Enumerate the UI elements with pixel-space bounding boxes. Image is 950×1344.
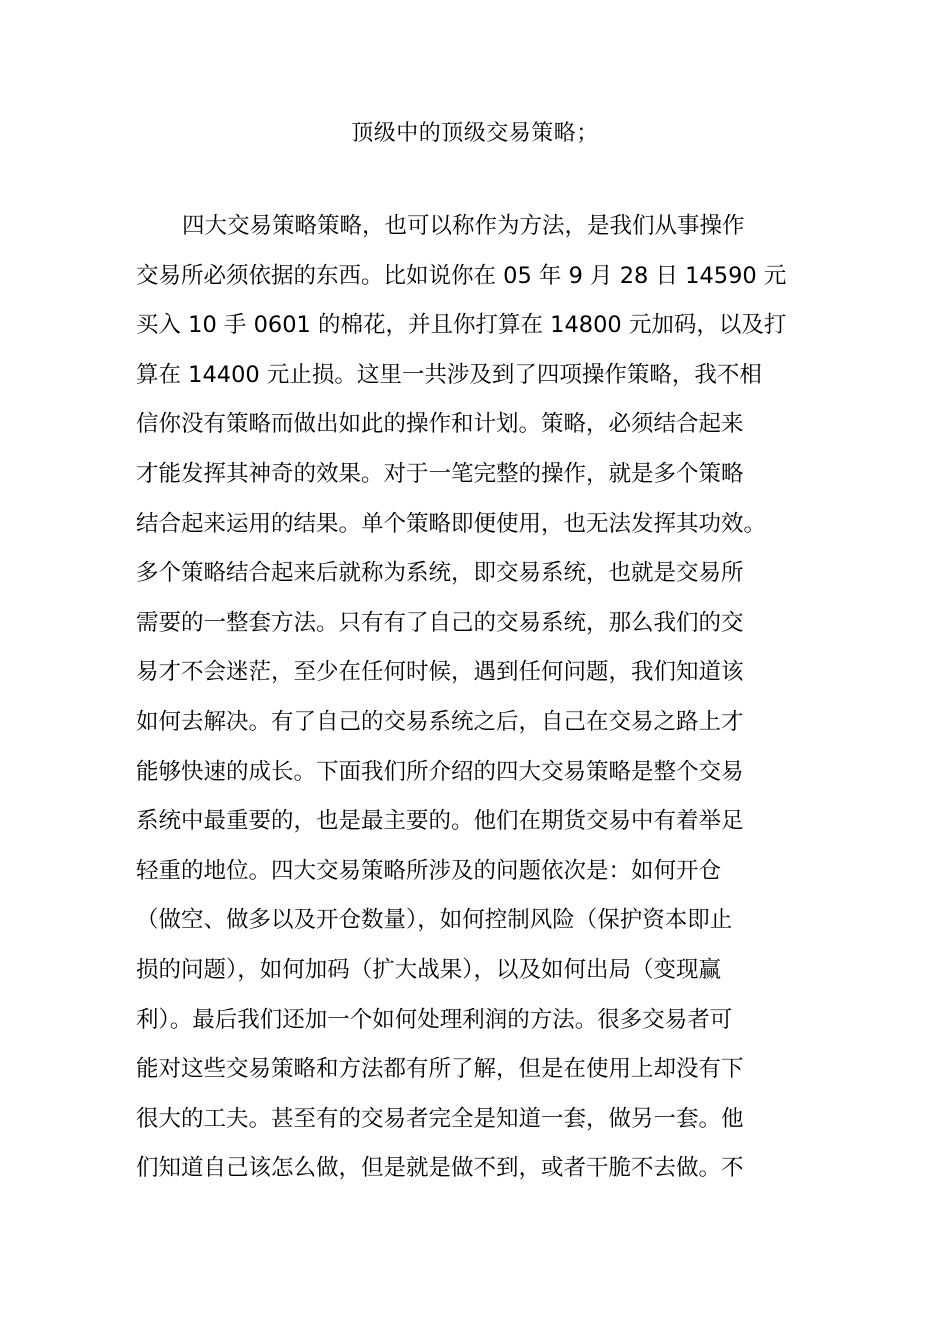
body-line: 利）。最后我们还加一个如何处理利润的方法。很多交易者可 bbox=[136, 1006, 733, 1033]
body-line: （做空、做多以及开仓数量），如何控制风险（保护资本即止 bbox=[136, 907, 733, 934]
document-body bbox=[136, 202, 816, 1194]
body-line: 才能发挥其神奇的效果。对于一笔完整的操作，就是多个策略 bbox=[136, 460, 744, 487]
body-line: 买入 10 手 0601 的棉花，并且你打算在 14800 元加码，以及打 bbox=[136, 312, 787, 339]
body-line: 易才不会迷茫，至少在任何时候，遇到任何问题，我们知道该 bbox=[136, 659, 744, 686]
body-line: 们知道自己该怎么做，但是就是做不到，或者干脆不去做。不 bbox=[136, 1155, 744, 1182]
body-line: 系统中最重要的，也是最主要的。他们在期货交易中有着举足 bbox=[136, 808, 744, 835]
body-line: 信你没有策略而做出如此的操作和计划。策略，必须结合起来 bbox=[136, 411, 744, 438]
body-line: 多个策略结合起来后就称为系统，即交易系统，也就是交易所 bbox=[136, 560, 744, 587]
body-line: 结合起来运用的结果。单个策略即便使用，也无法发挥其功效。 bbox=[136, 510, 767, 537]
body-line: 轻重的地位。四大交易策略所涉及的问题依次是：如何开仓 bbox=[136, 857, 722, 884]
body-line: 交易所必须依据的东西。比如说你在 05 年 9 月 28 日 14590 元 bbox=[136, 262, 787, 289]
body-line: 能对这些交易策略和方法都有所了解，但是在使用上却没有下 bbox=[136, 1056, 744, 1083]
body-line: 能够快速的成长。下面我们所介绍的四大交易策略是整个交易 bbox=[136, 758, 744, 785]
body-line: 四大交易策略策略，也可以称作为方法，是我们从事操作 bbox=[182, 213, 745, 239]
document-title: 顶级中的顶级交易策略； bbox=[351, 121, 599, 146]
body-line: 需要的一整套方法。只有有了自己的交易系统，那么我们的交 bbox=[136, 609, 744, 636]
body-line: 如何去解决。有了自己的交易系统之后，自己在交易之路上才 bbox=[136, 708, 744, 735]
body-line: 算在 14400 元止损。这里一共涉及到了四项操作策略，我不相 bbox=[136, 361, 762, 388]
body-line: 很大的工夫。甚至有的交易者完全是知道一套，做另一套。他 bbox=[136, 1105, 744, 1132]
body-line: 损的问题），如何加码（扩大战果），以及如何出局（变现赢 bbox=[136, 956, 722, 983]
